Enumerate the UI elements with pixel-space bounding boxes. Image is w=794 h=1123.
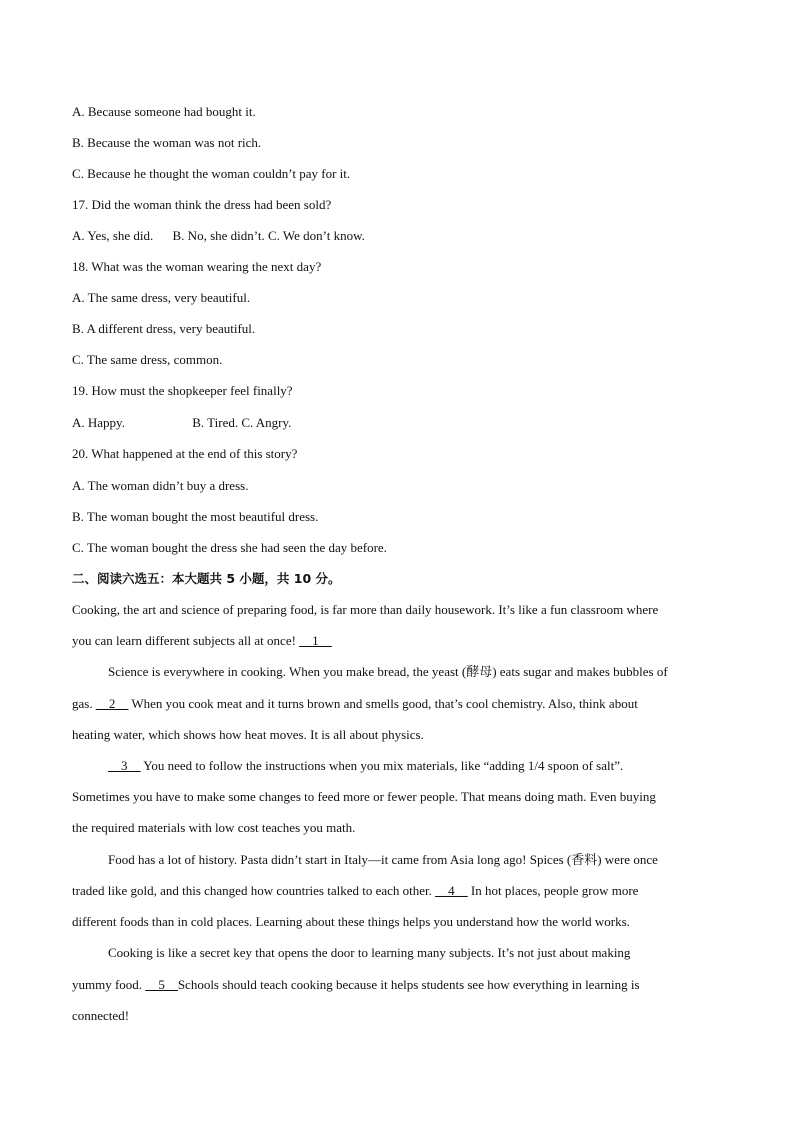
q17-question: 17. Did the woman think the dress had been sold? (72, 197, 332, 212)
passage-p5-line2 (72, 975, 722, 995)
passage-text: In hot places, people grow more (467, 883, 639, 898)
passage-p2-line3: heating water, which shows how heat moves. It is all about physics. (72, 727, 424, 742)
passage-text: You need to follow the instructions when you mix materials, like “adding 1/4 spoon of salt”. (140, 758, 624, 773)
passage-p4-line2 (72, 881, 722, 901)
blank-3: __3__ (108, 758, 141, 773)
passage-text: traded like gold, and this changed how countries talked to each other. (72, 883, 436, 898)
q18-question: 18. What was the woman wearing the next day? (72, 259, 322, 274)
blank-1: __1__ (299, 633, 332, 648)
q20-question: 20. What happened at the end of this story? (72, 446, 298, 461)
q17-option-c: C. We don’t know. (267, 228, 365, 243)
q18-option-c: C. The same dress, common. (72, 352, 223, 367)
passage-text: gas. (72, 696, 96, 711)
passage-p1-line2 (72, 631, 722, 651)
q20-option-c: C. The woman bought the dress she had seen the day before. (72, 540, 387, 555)
q16-option-a: A. Because someone had bought it. (72, 104, 256, 119)
q20-option-a: A. The woman didn’t buy a dress. (72, 478, 249, 493)
q19-question: 19. How must the shopkeeper feel finally? (72, 383, 293, 398)
passage-text: you can learn different subjects all at once! (72, 633, 300, 648)
blank-4: __4__ (435, 883, 468, 898)
q20-option-b: B. The woman bought the most beautiful dress. (72, 509, 319, 524)
blank-2: __2__ (95, 696, 129, 711)
passage-p5-line1: Cooking is like a secret key that opens the door to learning many subjects. It’s not just about making (108, 945, 631, 960)
q17-option-a: A. Yes, she did. (72, 228, 154, 243)
passage-p2-line1: Science is everywhere in cooking. When you make bread, the yeast (酵母) eats sugar and makes bubbles of (108, 664, 668, 679)
passage-p3-line3: the required materials with low cost teaches you math. (72, 820, 356, 835)
q18-option-a: A. The same dress, very beautiful. (72, 290, 251, 305)
passage-p2-line2 (72, 694, 722, 714)
q17-options (72, 226, 722, 246)
passage-p4-line3: different foods than in cold places. Learning about these things helps you understand how the world works. (72, 914, 630, 929)
passage-text: yummy food. (72, 977, 146, 992)
blank-5: __5__ (145, 977, 178, 992)
q18-option-b: B. A different dress, very beautiful. (72, 321, 256, 336)
q16-option-c: C. Because he thought the woman couldn’t pay for it. (72, 166, 351, 181)
passage-p3-line1 (108, 756, 722, 776)
q19-option-c: C. Angry. (241, 415, 292, 430)
q19-option-a: A. Happy. (72, 415, 125, 430)
passage-text: Schools should teach cooking because it helps students see how everything in learning is (177, 977, 640, 992)
passage-p1-line1: Cooking, the art and science of preparing food, is far more than daily housework. It’s like a fun classroom where (72, 602, 659, 617)
section-heading: 二、阅读六选五：本大题共 5 小题，共 10 分。 (72, 571, 341, 586)
passage-text: When you cook meat and it turns brown and smells good, that’s cool chemistry. Also, think about (128, 696, 638, 711)
q19-options (72, 413, 722, 433)
passage-p5-line3: connected! (72, 1008, 130, 1023)
passage-p3-line2: Sometimes you have to make some changes to feed more or fewer people. That means doing math. Even buying (72, 789, 656, 804)
q19-option-b: B. Tired. (192, 415, 239, 430)
passage-p4-line1: Food has a lot of history. Pasta didn’t start in Italy—it came from Asia long ago! Spices (香料) were once (108, 852, 658, 867)
q16-option-b: B. Because the woman was not rich. (72, 135, 262, 150)
q17-option-b: B. No, she didn’t. (172, 228, 265, 243)
